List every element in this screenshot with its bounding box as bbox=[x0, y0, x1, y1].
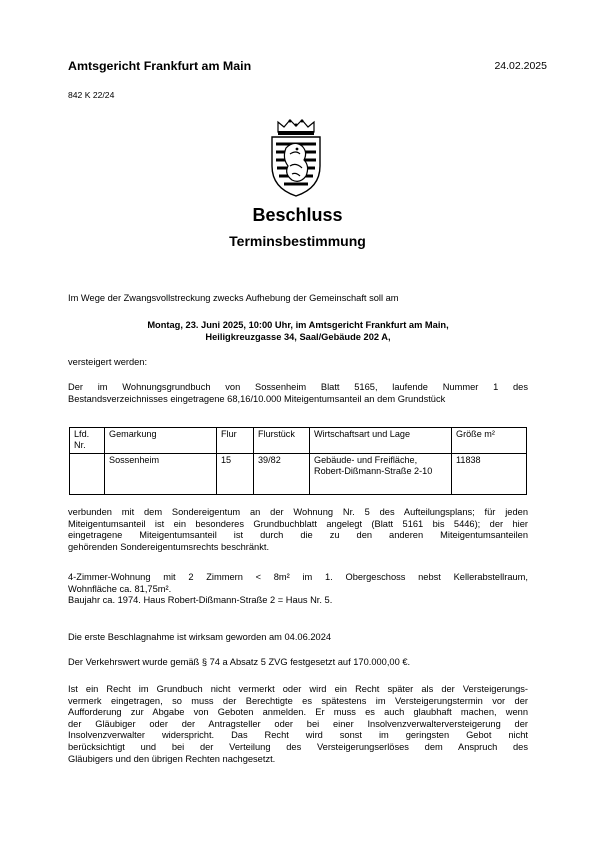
description-line-1: Der im Wohnungsgrundbuch von Sossenheim Blatt 5165, laufende Nummer 1 des bbox=[68, 382, 528, 392]
table-cell: Sossenheim bbox=[105, 454, 217, 495]
apartment-paragraph bbox=[68, 572, 528, 607]
hessen-coat-of-arms-icon bbox=[266, 118, 326, 198]
header-cell: Wirtschaftsart und Lage bbox=[310, 428, 452, 454]
sondereigentum-paragraph bbox=[68, 507, 528, 553]
rights-line-6: berücksichtigt und bei der Verteilung des Versteigerungserlöses dem Anspruch des bbox=[68, 741, 528, 752]
rights-line-2: vermerk eingetragen, so muss der Berechtigte es spätestens im Versteigerungstermin vor der bbox=[68, 695, 528, 706]
table-cell bbox=[70, 454, 105, 495]
apartment-line-2: Wohnfläche ca. 81,75m². bbox=[68, 583, 172, 594]
table-cell: 39/82 bbox=[254, 454, 310, 495]
rights-line-1: Ist ein Recht im Grundbuch nicht vermerkt oder wird ein Recht später als der Versteigerungs- bbox=[68, 684, 528, 694]
header-cell: Flurstück bbox=[254, 428, 310, 454]
header-cell: Flur bbox=[217, 428, 254, 454]
apartment-line-1: 4-Zimmer-Wohnung mit 2 Zimmern < 8m² im 1. Obergeschoss nebst Kellerabstellraum, bbox=[68, 572, 528, 582]
rights-line-3: Aufforderung zur Abgabe von Geboten anmelden. Er muss es auch glaubhaft machen, wenn bbox=[68, 707, 528, 718]
page-subtitle: Terminsbestimmung bbox=[229, 233, 366, 249]
apartment-line-3: Baujahr ca. 1974. Haus Robert-Dißmann-Straße 2 = Haus Nr. 5. bbox=[68, 595, 333, 606]
sondereigentum-line-1: verbunden mit dem Sondereigentum an der Wohnung Nr. 5 des Aufteilungsplans; für jeden bbox=[68, 507, 528, 517]
market-value-text: Der Verkehrswert wurde gemäß § 74 a Absatz 5 ZVG festgesetzt auf 170.000,00 €. bbox=[68, 657, 411, 667]
document-date: 24.02.2025 bbox=[494, 60, 547, 72]
sondereigentum-line-3: eingetragene Miteigentumsanteil ist durch die zu den anderen Miteigentumsanteilen bbox=[68, 530, 528, 541]
court-name: Amtsgericht Frankfurt am Main bbox=[68, 59, 252, 73]
description-line-2: Bestandsverzeichnisses eingetragene 68,16/10.000 Miteigentumsanteil an dem Grundstück bbox=[68, 393, 446, 404]
versteigert-text: versteigert werden: bbox=[68, 357, 148, 367]
rights-line-4: der Gläubiger oder der Antragsteller oder bei einer Insolvenzverwalterversteigerung der bbox=[68, 718, 528, 729]
rights-line-7: Gläubigers und den übrigen Rechten nachgesetzt. bbox=[68, 753, 276, 764]
appointment-block bbox=[68, 320, 528, 343]
rights-line-5: Insolvenzverwalter widerspricht. Das Recht wird sonst im geringsten Gebot nicht bbox=[68, 730, 528, 741]
land-register-table bbox=[69, 427, 527, 495]
seizure-text: Die erste Beschlagnahme ist wirksam geworden am 04.06.2024 bbox=[68, 632, 332, 642]
intro-paragraph: Im Wege der Zwangsvollstreckung zwecks Aufhebung der Gemeinschaft soll am bbox=[68, 293, 399, 303]
property-description bbox=[68, 382, 528, 405]
table-cell: 11838 bbox=[452, 454, 527, 495]
appointment-line-1: Montag, 23. Juni 2025, 10:00 Uhr, im Amtsgericht Frankfurt am Main, bbox=[147, 320, 449, 330]
sondereigentum-line-4: gehörenden Sondereigentumsrechts beschränkt. bbox=[68, 541, 270, 552]
header-cell: Lfd. Nr. bbox=[70, 428, 105, 454]
appointment-line-2: Heiligkreuzgasse 34, Saal/Gebäude 202 A, bbox=[205, 331, 391, 342]
header-cell: Gemarkung bbox=[105, 428, 217, 454]
sondereigentum-line-2: Miteigentumsanteil ist ein besonderes Grundbuchblatt angelegt (Blatt 5161 bis 5446); der hier bbox=[68, 518, 528, 529]
rights-paragraph bbox=[68, 684, 528, 765]
table-cell: 15 bbox=[217, 454, 254, 495]
header-cell: Größe m² bbox=[452, 428, 527, 454]
table-cell: Gebäude- und Freifläche, Robert-Dißmann-Straße 2-10 bbox=[310, 454, 452, 495]
file-number: 842 K 22/24 bbox=[68, 90, 115, 100]
page-title: Beschluss bbox=[252, 205, 343, 225]
table-header-row bbox=[70, 428, 527, 454]
table-row bbox=[70, 454, 527, 495]
